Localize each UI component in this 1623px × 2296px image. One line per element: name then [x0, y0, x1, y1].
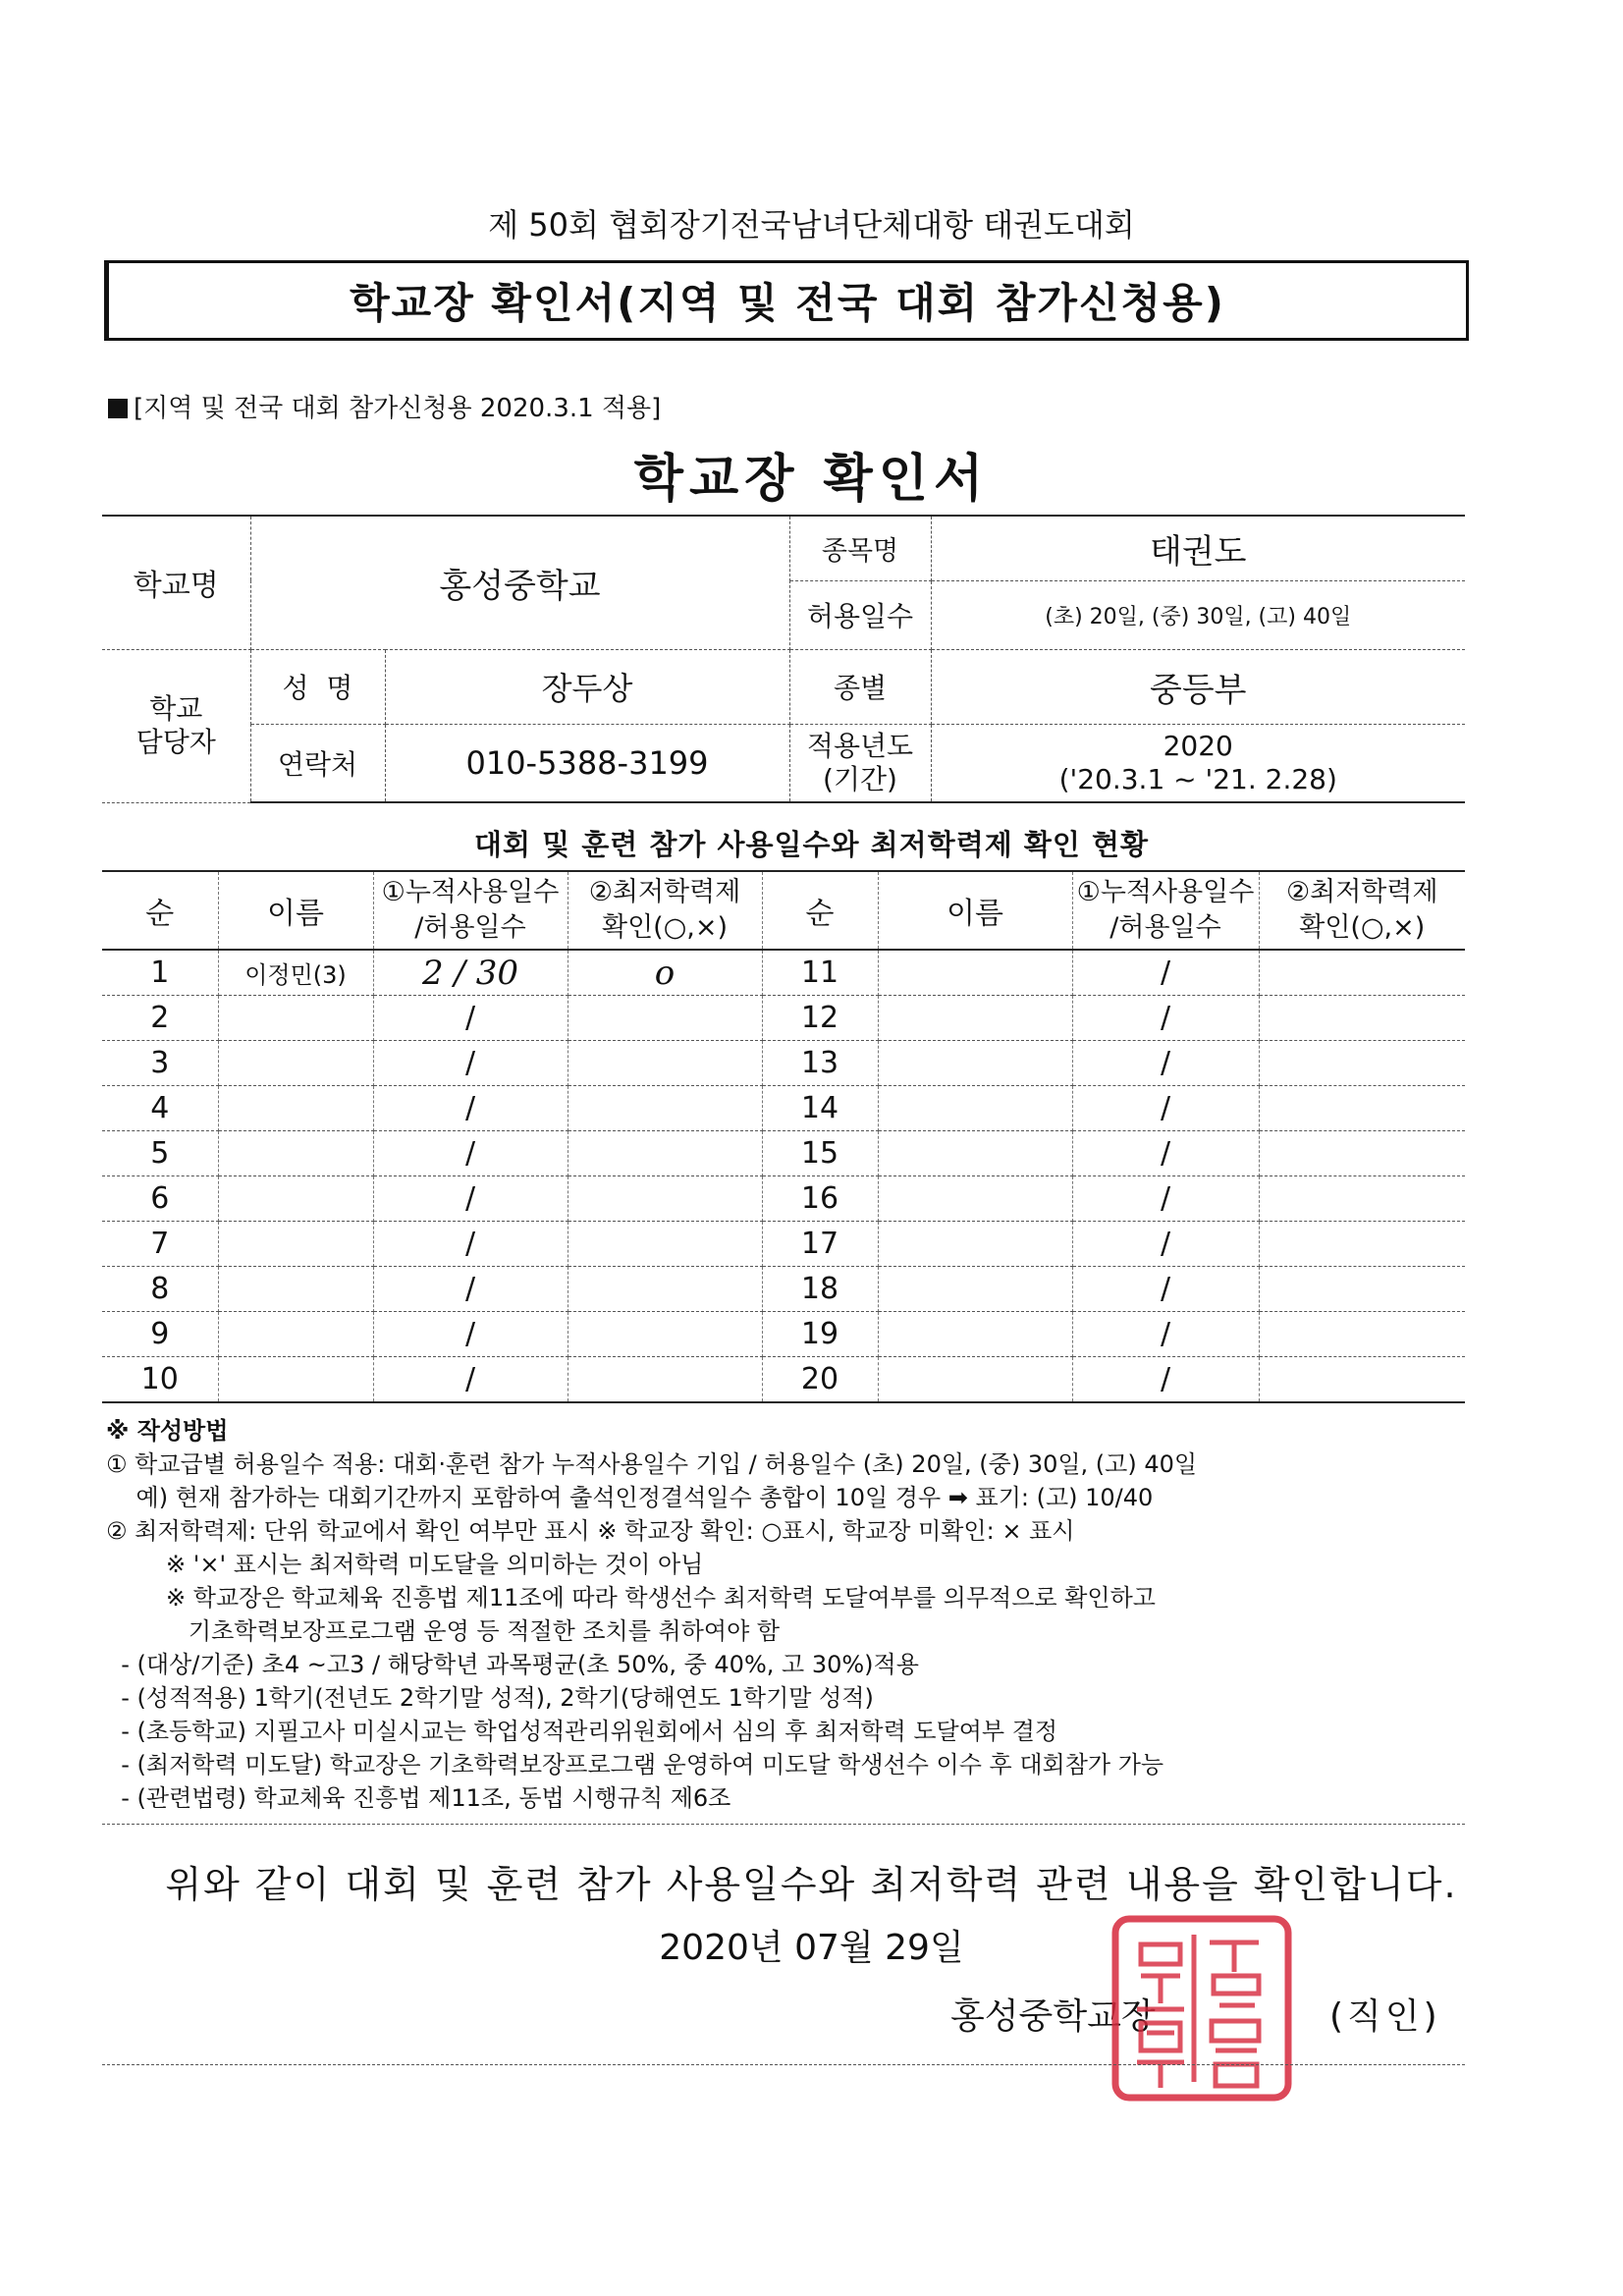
event-value: 태권도 [931, 516, 1465, 580]
confirm-text: 위와 같이 대회 및 훈련 참가 사용일수와 최저학력 관련 내용을 확인합니다. [165, 1863, 1458, 1906]
row-grade-left [568, 1312, 762, 1357]
row-no-right: 20 [762, 1357, 878, 1403]
row-name-left [218, 996, 373, 1041]
row-no-left: 2 [102, 996, 218, 1041]
row-name-right [878, 1131, 1072, 1176]
form-title: 학교장 확인서(지역 및 전국 대회 참가신청용) [350, 279, 1225, 327]
row-no-right: 11 [762, 950, 878, 996]
method-line: ② 최저학력제: 단위 학교에서 확인 여부만 표시 ※ 학교장 확인: ○표시, 학교장 미확인: × 표시 [106, 1517, 1075, 1545]
row-days-right: / [1072, 1267, 1259, 1312]
header-days-left [373, 871, 568, 950]
row-days-left: / [373, 996, 568, 1041]
period-label-line2: (기간) [823, 762, 897, 795]
row-grade-right [1259, 950, 1465, 996]
row-days-left: 2 / 30 [373, 950, 568, 996]
row-no-right: 17 [762, 1222, 878, 1267]
row-name-right [878, 1041, 1072, 1086]
header-name-right: 이름 [878, 871, 1072, 950]
row-grade-left: o [568, 950, 762, 996]
row-grade-left [568, 1086, 762, 1131]
row-name-right [878, 1086, 1072, 1131]
table-row [102, 1312, 1465, 1357]
row-no-right: 15 [762, 1131, 878, 1176]
name-value: 장두상 [385, 649, 789, 724]
row-name-right [878, 1357, 1072, 1403]
info-table [102, 515, 1465, 803]
row-days-right: / [1072, 996, 1259, 1041]
row-name-left [218, 1357, 373, 1403]
method-line: - (관련법령) 학교체육 진흥법 제11조, 동법 시행규칙 제6조 [106, 1784, 731, 1812]
method-line: ※ 학교장은 학교체육 진흥법 제11조에 따라 학생선수 최저학력 도달여부를 의무적으로 확인하고 [106, 1584, 1156, 1612]
row-no-left: 9 [102, 1312, 218, 1357]
division-label: 종별 [789, 649, 931, 724]
header-days-left-line2: /허용일수 [414, 912, 526, 943]
header-grade-right-line2: 확인(○,×) [1299, 912, 1426, 943]
row-no-left: 8 [102, 1267, 218, 1312]
event-label: 종목명 [789, 516, 931, 580]
period-label-line1: 적용년도 [806, 729, 914, 762]
method-line: - (대상/기준) 초4 ~고3 / 해당학년 과목평균(초 50%, 중 40%, 고 30%)적용 [106, 1651, 919, 1678]
row-name-left: 이정민(3) [218, 950, 373, 996]
days-value: (초) 20일, (중) 30일, (고) 40일 [931, 580, 1465, 649]
row-days-left: / [373, 1131, 568, 1176]
principal-name: 홍성중학교장 [950, 1996, 1156, 2037]
row-grade-left [568, 1131, 762, 1176]
row-grade-right [1259, 1312, 1465, 1357]
school-name: 홍성중학교 [250, 516, 789, 649]
row-grade-right [1259, 1267, 1465, 1312]
table-row [102, 1041, 1465, 1086]
row-days-right: / [1072, 1086, 1259, 1131]
official-seal-icon [1111, 1915, 1292, 2102]
row-name-left [218, 1312, 373, 1357]
method-heading: ※ 작성방법 [106, 1417, 229, 1445]
row-grade-right [1259, 1357, 1465, 1403]
row-no-left: 3 [102, 1041, 218, 1086]
method-line: - (초등학교) 지필고사 미실시교는 학업성적관리위원회에서 심의 후 최저학력 도달여부 결정 [106, 1718, 1058, 1745]
divider [102, 1824, 1465, 1825]
row-name-left [218, 1176, 373, 1222]
row-no-left: 1 [102, 950, 218, 996]
row-days-left: / [373, 1086, 568, 1131]
period-label [789, 724, 931, 802]
form-note [108, 388, 661, 424]
row-name-left [218, 1222, 373, 1267]
manager-label-line1: 학교 [149, 692, 203, 725]
row-no-right: 12 [762, 996, 878, 1041]
header-days-right-line2: /허용일수 [1109, 912, 1221, 943]
header-grade-right [1259, 871, 1465, 950]
contact-value: 010-5388-3199 [385, 724, 789, 802]
method-line: 예) 현재 참가하는 대회기간까지 포함하여 출석인정결석일수 총합이 10일 경우 ➡ 표기: (고) 10/40 [106, 1484, 1154, 1511]
row-grade-right [1259, 1176, 1465, 1222]
doc-title: 학교장 확인서 [633, 450, 990, 509]
row-grade-right [1259, 1041, 1465, 1086]
row-days-left: / [373, 1267, 568, 1312]
header-days-left-line1: ①누적사용일수 [381, 877, 560, 907]
row-name-right [878, 1176, 1072, 1222]
row-name-left [218, 1131, 373, 1176]
row-days-right: / [1072, 1222, 1259, 1267]
method-section [106, 1414, 1481, 1815]
row-no-right: 18 [762, 1267, 878, 1312]
days-label: 허용일수 [789, 580, 931, 649]
row-days-right: / [1072, 950, 1259, 996]
row-no-left: 6 [102, 1176, 218, 1222]
row-days-left: / [373, 1222, 568, 1267]
bottom-divider [102, 2064, 1465, 2065]
header-grade-left [568, 871, 762, 950]
status-title: 대회 및 훈련 참가 사용일수와 최저학력제 확인 현황 [474, 828, 1149, 861]
row-grade-right [1259, 996, 1465, 1041]
table-row [102, 1357, 1465, 1403]
row-no-left: 10 [102, 1357, 218, 1403]
contact-label: 연락처 [250, 724, 385, 802]
period-value-line2: ('20.3.1 ~ '21. 2.28) [1058, 762, 1337, 795]
table-row [102, 1222, 1465, 1267]
row-days-right: / [1072, 1357, 1259, 1403]
method-line: - (성적적용) 1학기(전년도 2학기말 성적), 2학기(당해연도 1학기말 성적) [106, 1684, 874, 1712]
header-days-right-line1: ①누적사용일수 [1076, 877, 1255, 907]
method-line: - (최저학력 미도달) 학교장은 기초학력보장프로그램 운영하여 미도달 학생선수 이수 후 대회참가 가능 [106, 1751, 1164, 1778]
row-grade-right [1259, 1131, 1465, 1176]
period-value-line1: 2020 [1163, 729, 1233, 762]
row-name-left [218, 1041, 373, 1086]
row-grade-left [568, 1267, 762, 1312]
row-grade-right [1259, 1222, 1465, 1267]
method-line: ① 학교급별 허용일수 적용: 대회·훈련 참가 누적사용일수 기입 / 허용일수 (초) 20일, (중) 30일, (고) 40일 [106, 1450, 1198, 1478]
row-days-left: / [373, 1312, 568, 1357]
row-days-right: / [1072, 1176, 1259, 1222]
school-label: 학교명 [102, 516, 250, 649]
seal-label: (직인) [1329, 1996, 1441, 2037]
event-title: 제 50회 협회장기전국남녀단체대항 태권도대회 [488, 206, 1135, 244]
table-row [102, 1176, 1465, 1222]
period-value [931, 724, 1465, 802]
date-text: 2020년 07월 29일 [659, 1928, 964, 1968]
row-grade-left [568, 1222, 762, 1267]
manager-label [102, 649, 250, 802]
method-line: 기초학력보장프로그램 운영 등 적절한 조치를 취하여야 함 [106, 1617, 781, 1645]
row-name-right [878, 950, 1072, 996]
header-no-left: 순 [102, 871, 218, 950]
table-row [102, 1131, 1465, 1176]
header-grade-left-line2: 확인(○,×) [602, 912, 728, 943]
header-days-right [1072, 871, 1259, 950]
row-name-right [878, 1222, 1072, 1267]
row-grade-left [568, 996, 762, 1041]
table-row [102, 996, 1465, 1041]
row-name-left [218, 1086, 373, 1131]
row-name-right [878, 996, 1072, 1041]
row-grade-right [1259, 1086, 1465, 1131]
table-row [102, 950, 1465, 996]
row-no-right: 16 [762, 1176, 878, 1222]
method-lines [106, 1448, 1481, 1815]
table-row [102, 1267, 1465, 1312]
row-no-right: 13 [762, 1041, 878, 1086]
manager-label-line2: 담당자 [135, 726, 216, 758]
row-grade-left [568, 1041, 762, 1086]
row-no-left: 7 [102, 1222, 218, 1267]
row-no-left: 5 [102, 1131, 218, 1176]
header-no-right: 순 [762, 871, 878, 950]
row-days-left: / [373, 1357, 568, 1403]
row-days-left: / [373, 1041, 568, 1086]
header-name-left: 이름 [218, 871, 373, 950]
status-table [102, 870, 1465, 1403]
row-name-right [878, 1312, 1072, 1357]
table-row [102, 1086, 1465, 1131]
method-line: ※ '×' 표시는 최저학력 미도달을 의미하는 것이 아님 [106, 1551, 704, 1578]
form-title-box [104, 260, 1469, 341]
square-bullet-icon [108, 399, 128, 418]
division-value: 중등부 [931, 649, 1465, 724]
row-name-left [218, 1267, 373, 1312]
row-no-right: 14 [762, 1086, 878, 1131]
row-grade-left [568, 1357, 762, 1403]
row-days-right: / [1072, 1131, 1259, 1176]
form-note-text: [지역 및 전국 대회 참가신청용 2020.3.1 적용] [134, 394, 662, 423]
header-grade-left-line1: ②최저학력제 [588, 877, 741, 907]
row-no-left: 4 [102, 1086, 218, 1131]
name-label: 성 명 [250, 649, 385, 724]
row-no-right: 19 [762, 1312, 878, 1357]
row-days-right: / [1072, 1312, 1259, 1357]
header-grade-right-line1: ②최저학력제 [1285, 877, 1438, 907]
row-days-right: / [1072, 1041, 1259, 1086]
row-grade-left [568, 1176, 762, 1222]
row-days-left: / [373, 1176, 568, 1222]
row-name-right [878, 1267, 1072, 1312]
